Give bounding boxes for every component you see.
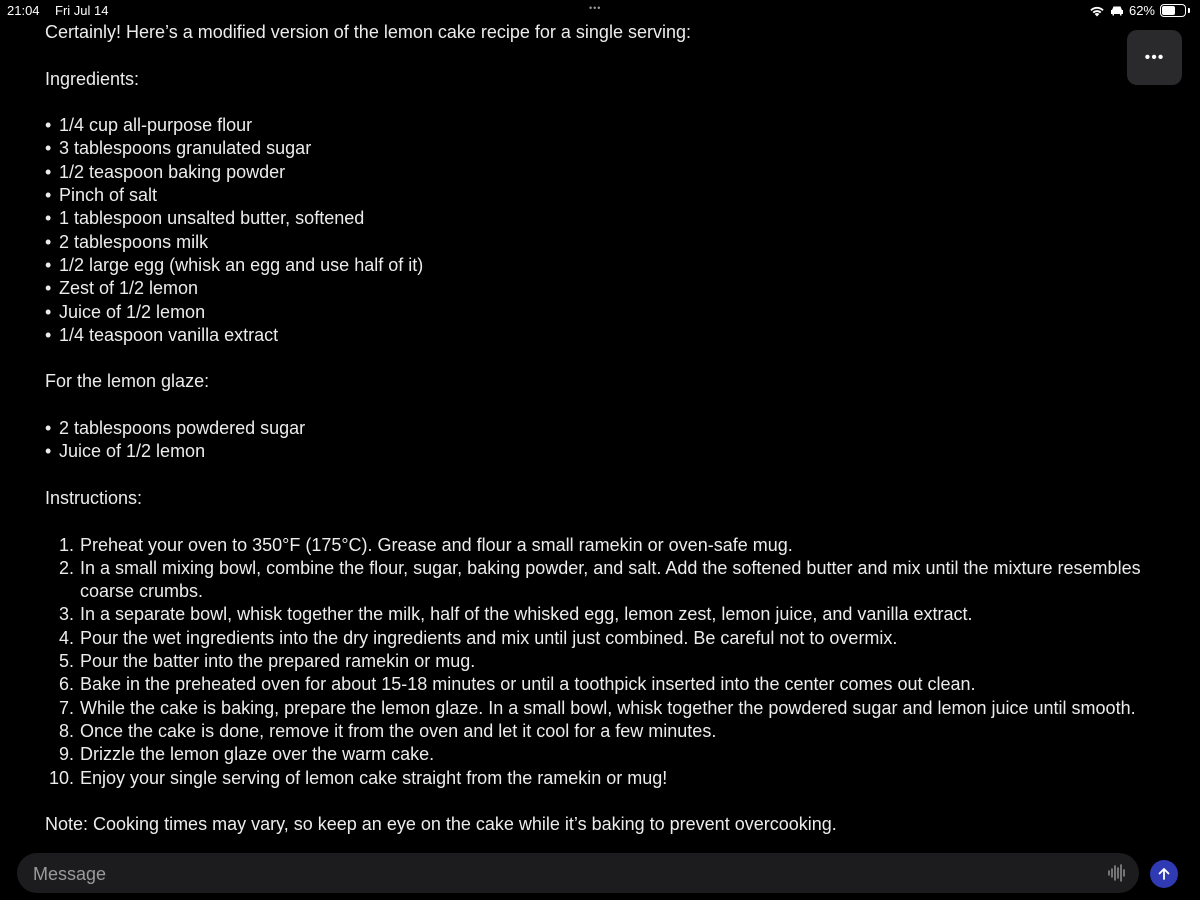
battery-cap	[1188, 8, 1190, 13]
step-number: 9.	[58, 744, 74, 765]
glaze-list	[45, 417, 1165, 464]
wifi-icon	[1089, 5, 1105, 17]
list-item: • 1/2 teaspoon baking powder	[45, 161, 1165, 184]
instructions-list	[45, 534, 1165, 790]
step-text: Drizzle the lemon glaze over the warm cake.	[80, 744, 435, 765]
waveform-icon[interactable]	[1107, 863, 1127, 883]
step-number: 10.	[48, 767, 74, 788]
list-item: • 1/4 cup all-purpose flour	[45, 114, 1165, 137]
message-input[interactable]	[33, 863, 1033, 885]
list-item: • Zest of 1/2 lemon	[45, 277, 1165, 300]
glaze-heading: For the lemon glaze:	[45, 371, 210, 392]
step-text: Pour the wet ingredients into the dry ingredients and mix until just combined. Be careful not to overmix.	[80, 627, 898, 648]
list-item	[45, 603, 1165, 626]
step-text: Pour the batter into the prepared ramekin or mug.	[80, 651, 476, 672]
step-number: 1.	[58, 534, 74, 555]
status-bar	[0, 0, 1200, 22]
step-text: In a separate bowl, whisk together the milk, half of the whisked egg, lemon zest, lemon juice, and vanilla extract.	[80, 604, 973, 625]
step-number: 5.	[58, 651, 74, 672]
arrow-up-icon	[1156, 866, 1172, 882]
step-text: While the cake is baking, prepare the lemon glaze. In a small bowl, whisk together the powdered sugar and lemon juice until smooth.	[80, 697, 1136, 718]
step-number: 6.	[58, 674, 74, 695]
ingredients-heading: Ingredients:	[45, 68, 140, 89]
list-item: • Juice of 1/2 lemon	[45, 301, 1165, 324]
car-icon	[1110, 5, 1124, 16]
ellipsis-icon: •••	[1144, 48, 1165, 66]
step-number: 8.	[58, 720, 74, 741]
status-indicators	[1089, 3, 1190, 18]
list-item: • 1/4 teaspoon vanilla extract	[45, 324, 1165, 347]
list-item: • 2 tablespoons milk	[45, 231, 1165, 254]
send-button[interactable]	[1150, 860, 1178, 888]
list-item: • 2 tablespoons powdered sugar	[45, 417, 1165, 440]
battery-percent: 62%	[1128, 3, 1155, 18]
message-note: Note: Cooking times may vary, so keep an eye on the cake while it’s baking to prevent overcooking.	[45, 814, 837, 835]
status-time: 21:04	[7, 3, 40, 18]
status-date: Fri Jul 14	[55, 3, 109, 18]
message-intro: Certainly! Here’s a modified version of the lemon cake recipe for a single serving:	[45, 22, 691, 42]
list-item	[45, 743, 1165, 766]
step-text: Enjoy your single serving of lemon cake straight from the ramekin or mug!	[80, 767, 668, 788]
step-text: Once the cake is done, remove it from the oven and let it cool for a few minutes.	[80, 720, 717, 741]
instructions-heading: Instructions:	[45, 487, 143, 508]
step-number: 3.	[58, 604, 74, 625]
list-item	[45, 650, 1165, 673]
list-item	[45, 673, 1165, 696]
ingredients-list	[45, 114, 1165, 347]
battery-level	[1162, 6, 1175, 15]
list-item	[45, 767, 1165, 790]
step-text: Bake in the preheated oven for about 15-18 minutes or until a toothpick inserted into the center comes out clean.	[80, 674, 976, 695]
assistant-message	[45, 21, 1165, 860]
list-item	[45, 697, 1165, 720]
list-item: • Pinch of salt	[45, 184, 1165, 207]
list-item	[45, 557, 1165, 604]
step-number: 4.	[58, 627, 74, 648]
step-number: 7.	[58, 697, 74, 718]
step-text: In a small mixing bowl, combine the flour, sugar, baking powder, and salt. Add the softened butter and mix until the mixture resembles coarse crumbs.	[80, 557, 1141, 602]
list-item: • 3 tablespoons granulated sugar	[45, 137, 1165, 160]
list-item	[45, 627, 1165, 650]
message-composer	[17, 853, 1139, 893]
list-item: • 1 tablespoon unsalted butter, softened	[45, 207, 1165, 230]
step-number: 2.	[58, 557, 74, 578]
list-item: • 1/2 large egg (whisk an egg and use half of it)	[45, 254, 1165, 277]
multitasking-dots-icon[interactable]: •••	[589, 3, 602, 13]
list-item	[45, 720, 1165, 743]
battery-icon	[1160, 4, 1186, 17]
step-text: Preheat your oven to 350°F (175°C). Grease and flour a small ramekin or oven-safe mug.	[80, 534, 793, 555]
list-item	[45, 534, 1165, 557]
list-item: • Juice of 1/2 lemon	[45, 440, 1165, 463]
